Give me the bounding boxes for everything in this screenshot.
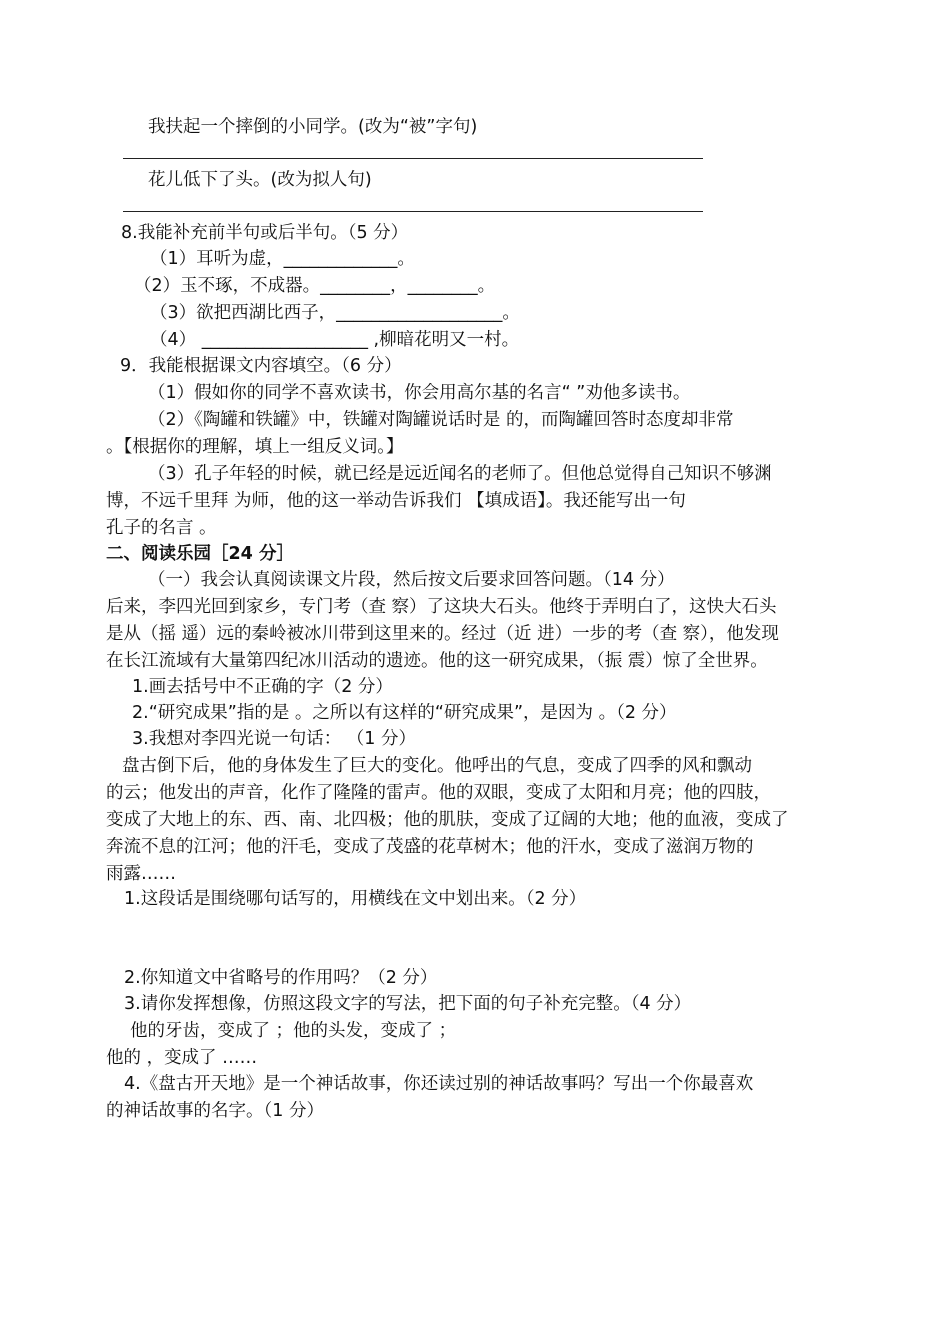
question-9-line: 博，不远千里拜 为师，他的这一举动告诉我们 【填成语】。我还能写出一句 (106, 491, 686, 511)
question-8-item: （1）耳听为虚，_____________。 (150, 249, 415, 269)
passage-line: 的云；他发出的声音，化作了隆隆的雷声。他的双眼，变成了太阳和月亮；他的四肢， (106, 783, 771, 803)
answer-line (123, 211, 703, 212)
part-1-title: （一）我会认真阅读课文片段，然后按文后要求回答问题。（14 分） (148, 570, 675, 590)
question-9-line: （3）孔子年轻的时候，就已经是远近闻名的老师了。但他总觉得自己知识不够渊 (148, 464, 772, 484)
passage-question: 1.画去括号中不正确的字（2 分） (132, 677, 393, 697)
question-9-line: （1）假如你的同学不喜欢读书，你会用高尔基的名言“ ”劝他多读书。 (148, 383, 691, 403)
question-9-title: 9．我能根据课文内容填空。（6 分） (120, 356, 402, 376)
passage-question: 2.你知道文中省略号的作用吗？（2 分） (124, 968, 438, 988)
passage-line: 是从（摇 遥）远的秦岭被冰川带到这里来的。经过（近 进）一步的考（查 察），他发现 (106, 624, 779, 644)
fill-in-line: 他的牙齿，变成了 ；他的头发，变成了 ； (130, 1021, 457, 1041)
passage-line: 盘古倒下后，他的身体发生了巨大的变化。他呼出的气息，变成了四季的风和飘动 (122, 756, 752, 776)
passage-question: 4.《盘古开天地》是一个神话故事，你还读过别的神话故事吗？写出一个你最喜欢 (124, 1074, 754, 1094)
sentence-rewrite-1: 我扶起一个摔倒的小同学。(改为“被”字句) (148, 117, 478, 137)
question-9-line: 孔子的名言 。 (106, 518, 217, 538)
question-8-title: 8.我能补充前半句或后半句。（5 分） (121, 223, 409, 243)
question-8-item: （2）玉不琢，不成器。________，________。 (134, 276, 496, 296)
passage-line: 奔流不息的江河；他的汗毛，变成了茂盛的花草树木；他的汗水，变成了滋润万物的 (106, 837, 754, 857)
passage-question: 1.这段话是围绕哪句话写的，用横线在文中划出来。（2 分） (124, 889, 587, 909)
passage-line: 雨露…… (106, 864, 176, 884)
fill-in-line: 他的 ，变成了 …… (106, 1048, 258, 1068)
question-8-item: （3）欲把西湖比西子，___________________。 (150, 303, 520, 323)
sentence-rewrite-2: 花儿低下了头。(改为拟人句) (148, 170, 372, 190)
answer-line (123, 158, 703, 159)
question-8-item: （4） ___________________ ,柳暗花明又一村。 (150, 330, 520, 350)
section-heading: 二、阅读乐园［24 分］ (106, 544, 294, 564)
passage-line: 变成了大地上的东、西、南、北四极；他的肌肤，变成了辽阔的大地；他的血液，变成了 (106, 810, 789, 830)
passage-question: 的神话故事的名字。（1 分） (106, 1101, 324, 1121)
passage-question: 3.我想对李四光说一句话： （1 分） (132, 729, 416, 749)
passage-line: 在长江流域有大量第四纪冰川活动的遗迹。他的这一研究成果，（振 震）惊了全世界。 (106, 651, 768, 671)
passage-question: 3.请你发挥想像，仿照这段文字的写法，把下面的句子补充完整。（4 分） (124, 994, 692, 1014)
passage-line: 后来，李四光回到家乡，专门考（查 察）了这块大石头。他终于弄明白了，这快大石头 (106, 597, 777, 617)
question-9-line: （2）《陶罐和铁罐》中，铁罐对陶罐说话时是 的，而陶罐回答时态度却非常 (148, 410, 734, 430)
question-9-line: 。【根据你的理解，填上一组反义词。】 (106, 437, 404, 457)
passage-question: 2.“研究成果”指的是 。之所以有这样的“研究成果”，是因为 。（2 分） (132, 703, 677, 723)
